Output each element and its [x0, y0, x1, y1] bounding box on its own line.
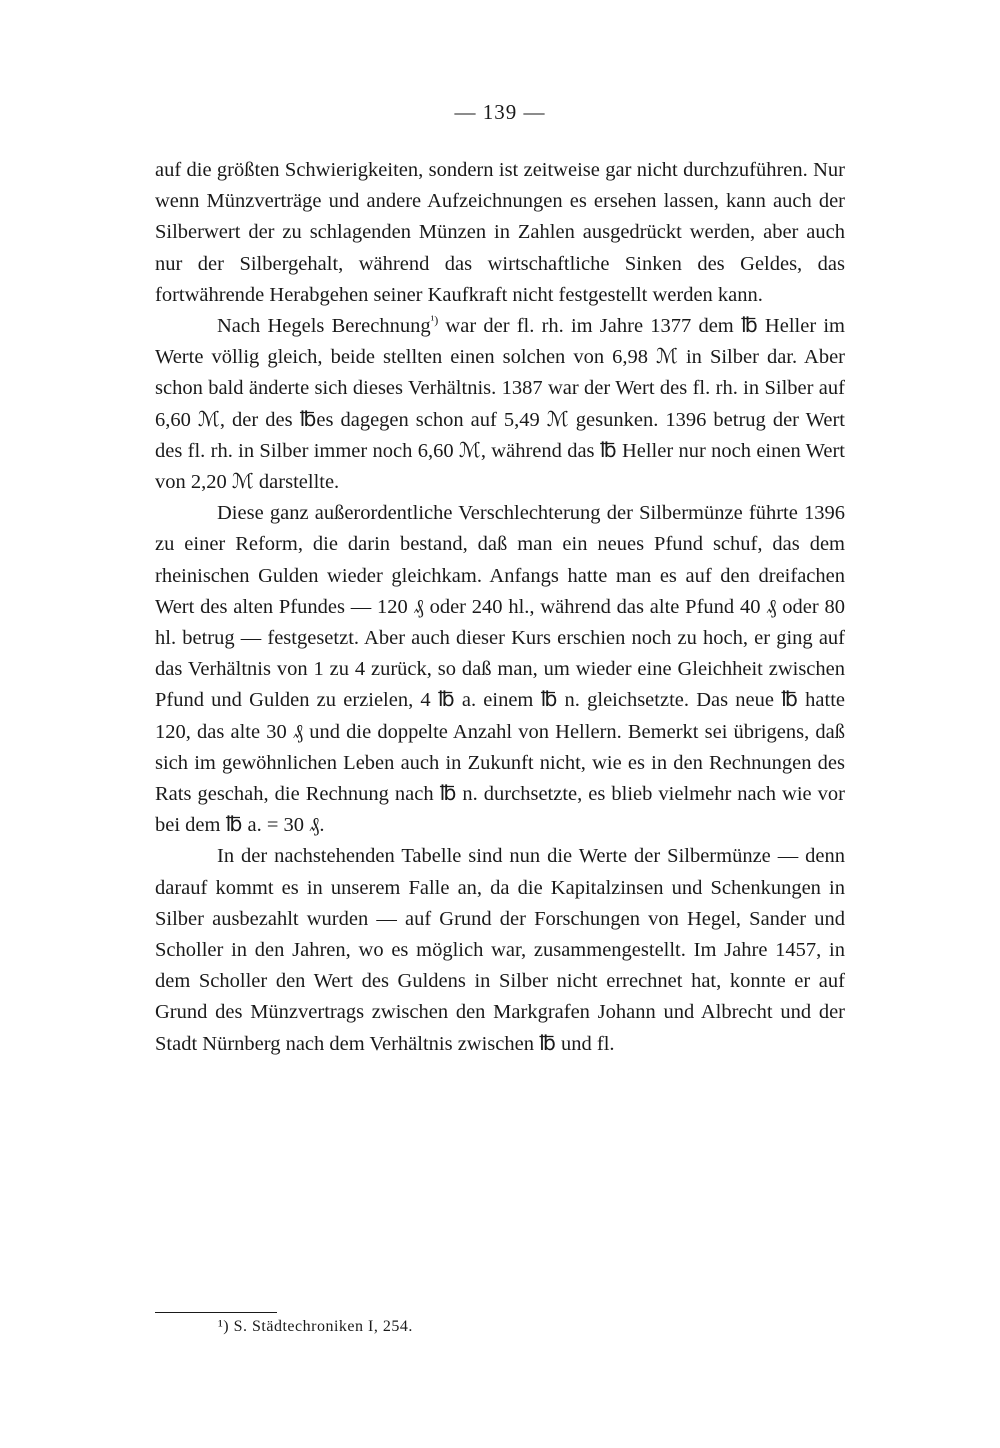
footnote: ¹) S. Städtechroniken I, 254. [218, 1318, 413, 1335]
paragraph-4: In der nachstehenden Tabelle sind nun die Werte der Silbermünze — denn darauf kommt es in unserem Falle an, da die Kapitalzinsen und Schenkungen in Silber ausbezahlt wurden — auf Grund der Forschungen von Hegel, Sander und Scholler in den Jahren, wo es möglich war, zusammengestellt. Im Jahre 1457, in dem Scholler den Wert des Guldens in Silber nicht errechnet hat, konnte er auf Grund des Münzvertrags zwischen den Markgrafen Johann und Albrecht und der Stadt Nürnberg nach dem Verhältnis zwischen ℔ und fl. [155, 845, 845, 1055]
paragraph-3: Diese ganz außerordentliche Verschlechterung der Silbermünze führte 1396 zu einer Reform, die darin bestand, daß man ein neues Pfund schuf, das dem rheinischen Gulden wieder gleichkam. Anfangs hatte man es auf den dreifachen Wert des alten Pfundes — 120 ₰ oder 240 hl., während das alte Pfund 40 ₰ oder 80 hl. betrug — festgesetzt. Aber auch dieser Kurs erschien noch zu hoch, er ging auf das Verhältnis von 1 zu 4 zurück, so daß man, um wieder eine Gleichheit zwischen Pfund und Gulden zu erzielen, 4 ℔ a. einem ℔ n. gleichsetzte. Das neue ℔ hatte 120, das alte 30 ₰ und die doppelte Anzahl von Hellern. Bemerkt sei übrigens, daß sich im gewöhnlichen Leben auch in Zukunft nicht, wie es in den Rechnungen des Rats geschah, die Rechnung nach ℔ n. durchsetzte, es blieb vielmehr nach wie vor bei dem ℔ a. = 30 ₰. [155, 502, 845, 837]
footnote-reference: ¹) [430, 313, 439, 328]
body-text [155, 155, 845, 1060]
page-number: — 139 — [454, 100, 546, 124]
paragraph-2 [155, 311, 845, 498]
paragraph-2-rest: war der fl. rh. im Jahre 1377 dem ℔ Heller im Werte völlig gleich, beide stellten einen solchen von 6,98 ℳ in Silber dar. Aber schon bald änderte sich dieses Verhältnis. 1387 war der Wert des fl. rh. in Silber auf 6,60 ℳ, der des ℔es dagegen schon auf 5,49 ℳ gesunken. 1396 betrug der Wert des fl. rh. in Silber immer noch 6,60 ℳ, während das ℔ Heller nur noch einen Wert von 2,20 ℳ darstellte. [155, 315, 845, 494]
paragraph-1: auf die größten Schwierigkeiten, sondern ist zeitweise gar nicht durchzuführen. Nur wenn Münzverträge und andere Aufzeichnungen es ersehen lassen, kann auch der Silberwert der zu schlagenden Münzen in Zahlen ausgedrückt werden, aber auch nur der Silbergehalt, während das wirtschaftliche Sinken des Geldes, das fortwährende Herabgehen seiner Kaufkraft nicht festgestellt werden kann. [155, 159, 845, 306]
footnote-divider [155, 1312, 277, 1313]
paragraph-2-start: Nach Hegels Berechnung [217, 315, 431, 338]
